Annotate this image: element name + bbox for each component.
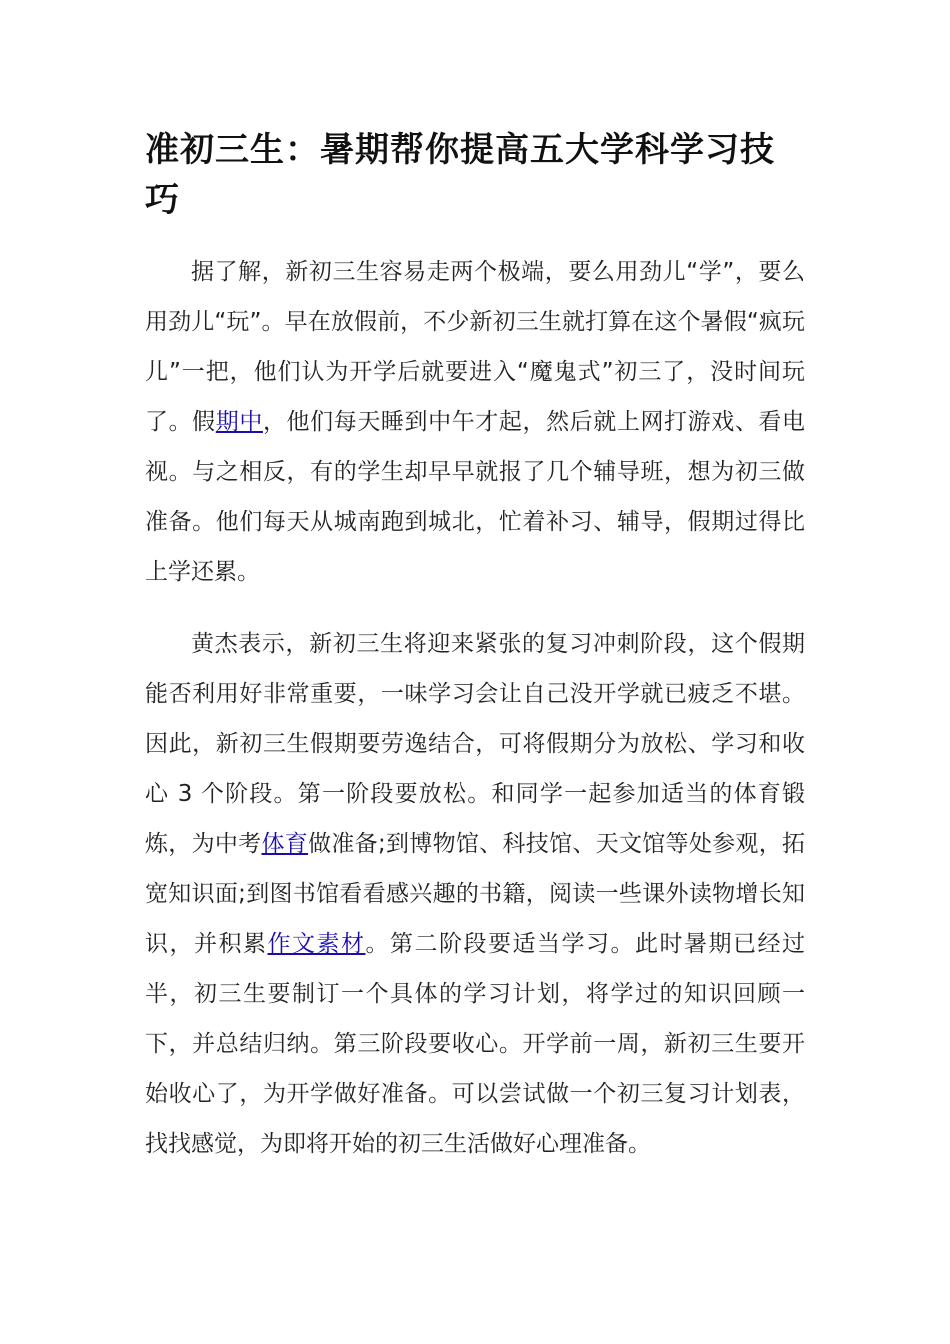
link-qizhong[interactable]: 期中 <box>215 409 263 435</box>
paragraph-2-text-b: 做准备;到博物馆、科技馆、天文馆等处参观，拓宽知识面;到图书馆看看感兴趣的书籍，阅读一些课外读物增长知识，并积累 <box>145 831 806 957</box>
paragraph-1-text-a: 据了解，新初三生容易走两个极端，要么用劲儿“学”，要么用劲儿“玩”。早在放假前，不少新初三生就打算在这个暑假“疯玩儿”一把，他们认为开学后就要进入“魔鬼式”初三了，没时间玩了。假 <box>145 259 805 435</box>
link-tiyu[interactable]: 体育 <box>261 831 309 857</box>
paragraph-1-text-b: ，他们每天睡到中午才起，然后就上网打游戏、看电视。与之相反，有的学生却早早就报了几个辅导班，想为初三做准备。他们每天从城南跑到城北，忙着补习、辅导，假期过得比上学还累。 <box>145 409 806 585</box>
article-title: 准初三生：暑期帮你提高五大学科学习技巧 <box>145 130 775 220</box>
paragraph-1 <box>145 247 805 597</box>
paragraph-2-text-c: 。第二阶段要适当学习。此时暑期已经过半，初三生要制订一个具体的学习计划，将学过的知识回顾一下，并总结归纳。第三阶段要收心。开学前一周，新初三生要开始收心了，为开学做好准备。可以尝试做一个初三复习计划表，找找感觉，为即将开始的初三生活做好心理准备。 <box>145 931 805 1157</box>
link-zuowen-sucai[interactable]: 作文素材 <box>267 931 366 957</box>
paragraph-2 <box>145 619 805 1169</box>
document-page <box>145 125 805 1169</box>
paragraph-2-text-a: 黄杰表示，新初三生将迎来紧张的复习冲刺阶段，这个假期能否利用好非常重要，一味学习会让自己没开学就已疲乏不堪。因此，新初三生假期要劳逸结合，可将假期分为放松、学习和收心 3 个阶段。第一阶段要放松。和同学一起参加适当的体育锻炼，为中考 <box>145 631 805 857</box>
